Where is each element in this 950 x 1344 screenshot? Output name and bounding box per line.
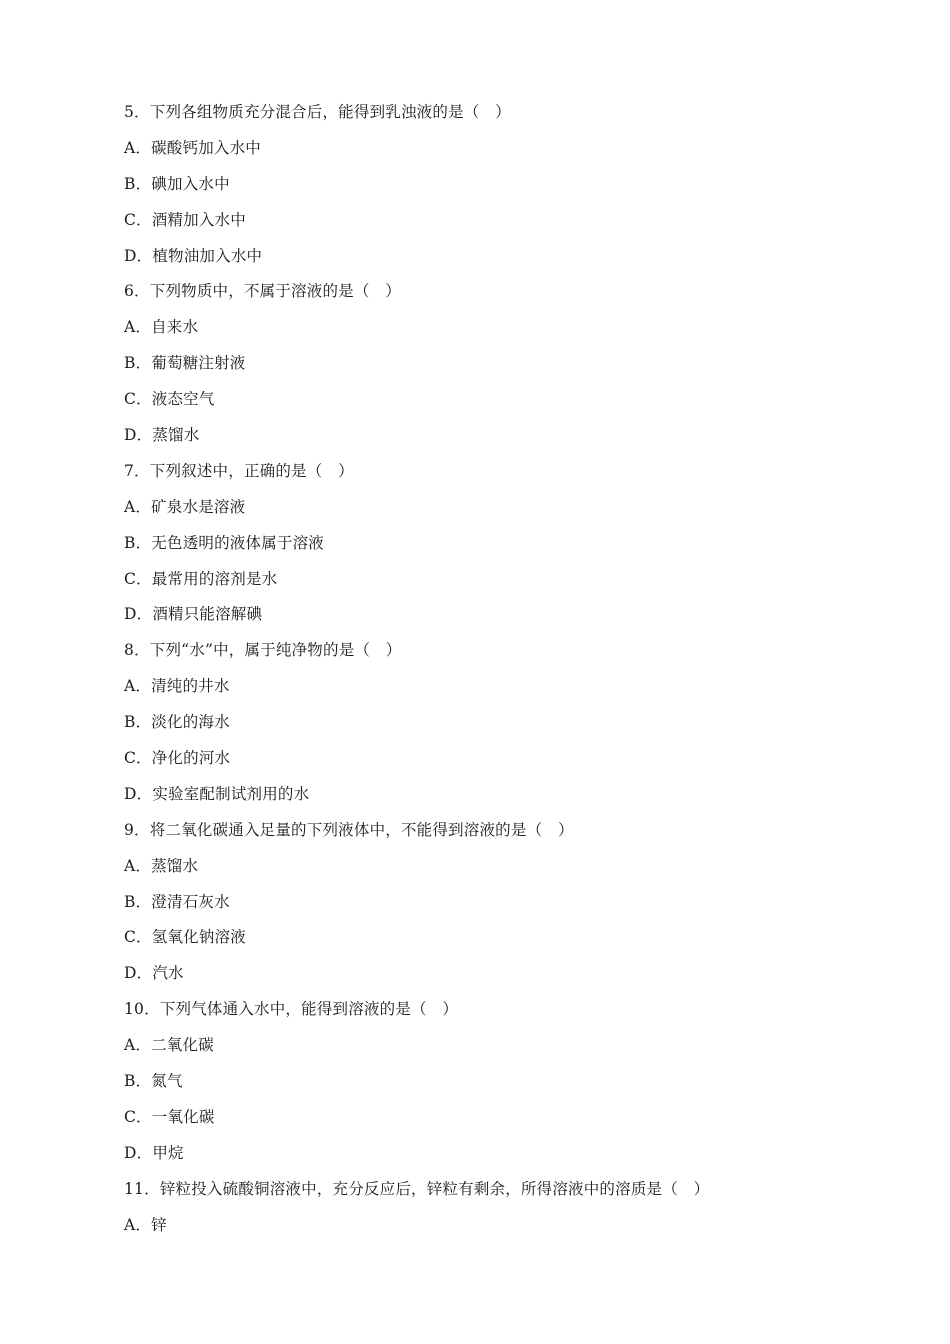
question-list: [124, 100, 844, 1249]
option-6b: B．葡萄糖注射液: [124, 354, 246, 373]
option-6d: D．蒸馏水: [124, 426, 200, 445]
question-6: 6．下列物质中，不属于溶液的是（ ）: [124, 282, 401, 301]
option-5c: C．酒精加入水中: [124, 210, 246, 229]
option-5a: A．碳酸钙加入水中: [124, 138, 261, 157]
option-8c: C．净化的河水: [124, 749, 231, 768]
option-7a: A．矿泉水是溶液: [124, 497, 246, 516]
option-11a: A．锌: [124, 1215, 167, 1234]
option-10a: A．二氧化碳: [124, 1036, 214, 1055]
question-8: 8．下列“水”中，属于纯净物的是（ ）: [124, 641, 402, 660]
option-7b: B．无色透明的液体属于溶液: [124, 533, 324, 552]
option-9b: B．澄清石灰水: [124, 892, 230, 911]
question-7: 7．下列叙述中，正确的是（ ）: [124, 461, 354, 480]
option-7d: D．酒精只能溶解碘: [124, 605, 263, 624]
option-5b: B．碘加入水中: [124, 174, 230, 193]
question-10: 10．下列气体通入水中，能得到溶液的是（ ）: [124, 1000, 459, 1019]
option-10c: C．一氧化碳: [124, 1107, 215, 1126]
option-10b: B．氮气: [124, 1072, 183, 1091]
option-6c: C．液态空气: [124, 390, 215, 409]
option-10d: D．甲烷: [124, 1143, 184, 1162]
option-7c: C．最常用的溶剂是水: [124, 569, 278, 588]
option-9a: A．蒸馏水: [124, 856, 199, 875]
question-9: 9．将二氧化碳通入足量的下列液体中，不能得到溶液的是（ ）: [124, 820, 574, 839]
option-6a: A．自来水: [124, 318, 199, 337]
option-8d: D．实验室配制试剂用的水: [124, 784, 310, 803]
option-5d: D．植物油加入水中: [124, 246, 263, 265]
option-9c: C．氢氧化钠溶液: [124, 928, 246, 947]
option-9d: D．汽水: [124, 964, 184, 983]
option-8b: B．淡化的海水: [124, 713, 230, 732]
option-8a: A．清纯的井水: [124, 677, 230, 696]
question-11: 11．锌粒投入硫酸铜溶液中，充分反应后，锌粒有剩余，所得溶液中的溶质是（ ）: [124, 1179, 710, 1198]
question-5: 5．下列各组物质充分混合后，能得到乳浊液的是（ ）: [124, 103, 511, 121]
